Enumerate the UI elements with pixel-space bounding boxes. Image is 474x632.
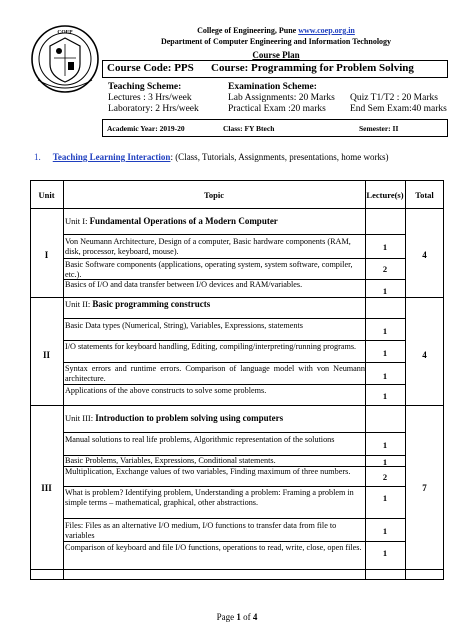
topic-cell: Von Neumann Architecture, Design of a computer, Basic hardware components (RAM, disk, processor, keyboard, mouse). xyxy=(65,237,351,256)
row-divider xyxy=(63,518,405,519)
quiz-marks: Quiz T1/T2 : 20 Marks xyxy=(350,93,438,103)
column-header-total: Total xyxy=(415,190,434,200)
logo-text: COEP xyxy=(57,29,73,36)
unit-title-text: Fundamental Operations of a Modern Computer xyxy=(89,216,278,226)
unit-title-text: Introduction to problem solving using computers xyxy=(95,413,284,423)
unit-total-lectures: 7 xyxy=(422,483,427,493)
page-label: Page xyxy=(216,612,237,622)
table-border xyxy=(30,579,444,580)
lecture-count: 1 xyxy=(382,548,388,558)
academic-year: Academic Year: 2019-20 xyxy=(107,124,185,133)
unit-title xyxy=(65,413,283,423)
page-total: 4 xyxy=(252,612,258,622)
college-website-link[interactable]: www.coep.org.in xyxy=(298,26,355,35)
topic-cell: Comparison of keyboard and file I/O functions, operations to read, write, close, open files. xyxy=(65,543,362,552)
row-divider xyxy=(63,384,405,385)
row-divider xyxy=(63,234,405,235)
lectures-hours: Lectures : 3 Hrs/week xyxy=(108,93,192,103)
lecture-count: 2 xyxy=(382,264,388,274)
end-sem-exam-marks: End Sem Exam:40 marks xyxy=(350,104,447,114)
class-name: Class: FY Btech xyxy=(223,124,275,133)
course-plan-table xyxy=(30,180,444,580)
table-border xyxy=(30,180,31,580)
college-name: College of Engineering, Pune xyxy=(197,26,299,35)
unit-title xyxy=(65,299,210,309)
unit-divider xyxy=(30,297,444,298)
lecture-count: 1 xyxy=(382,326,388,336)
semester: Semester: II xyxy=(359,124,399,133)
table-border xyxy=(443,180,444,580)
column-header-unit: Unit xyxy=(38,190,55,200)
practical-exam-marks: Practical Exam :20 marks xyxy=(228,104,326,114)
college-logo-icon xyxy=(30,24,100,94)
lecture-count: 1 xyxy=(382,526,388,536)
lecture-count: 1 xyxy=(382,440,388,450)
lecture-count: 1 xyxy=(382,348,388,358)
topic-cell: Syntax errors and runtime errors. Comparison of language model with von Neumann architecture. xyxy=(65,364,365,383)
section-heading xyxy=(34,152,388,162)
lecture-count: 1 xyxy=(382,371,388,381)
lecture-count: 1 xyxy=(382,286,388,296)
academic-info-row xyxy=(102,119,448,137)
column-header-topic: Topic xyxy=(203,190,224,200)
topic-cell: Multiplication, Exchange values of two variables, Finding maximum of three numbers. xyxy=(65,467,351,476)
unit-title-prefix: Unit I: xyxy=(65,216,90,226)
college-line xyxy=(108,26,444,35)
row-divider xyxy=(63,340,405,341)
unit-number: II xyxy=(42,350,50,360)
unit-title-prefix: Unit II: xyxy=(65,299,93,309)
lecture-count: 2 xyxy=(382,472,388,482)
topic-cell: Files: Files as an alternative I/O medium, I/O functions to transfer data from file to variables xyxy=(65,521,337,540)
row-divider xyxy=(63,541,405,542)
section-number: 1. xyxy=(34,152,41,162)
course-name: Course: Programming for Problem Solving xyxy=(211,62,414,74)
table-column-divider xyxy=(405,180,406,580)
header-divider xyxy=(30,208,444,209)
topic-cell: Basic Software components (applications, operating system, system software, compiler, etc.). xyxy=(65,260,353,279)
unit-total-lectures: 4 xyxy=(422,250,427,260)
topic-cell: I/O statements for keyboard handling, Editing, compiling/interpreting/running programs. xyxy=(65,342,357,351)
unit-total-lectures: 4 xyxy=(422,350,427,360)
unit-divider xyxy=(30,569,444,570)
laboratory-hours: Laboratory: 2 Hrs/week xyxy=(108,104,199,114)
lab-assignment-marks: Lab Assignments: 20 Marks xyxy=(228,93,335,103)
unit-title xyxy=(65,216,278,226)
lecture-count: 1 xyxy=(382,493,388,503)
column-header-lectures: Lecture(s) xyxy=(366,190,404,200)
lecture-count: 1 xyxy=(382,242,388,252)
examination-scheme-heading: Examination Scheme: xyxy=(228,82,317,92)
unit-number: I xyxy=(44,250,49,260)
lecture-count: 1 xyxy=(382,391,388,401)
row-divider xyxy=(63,486,405,487)
document-header xyxy=(30,24,447,136)
table-column-divider xyxy=(63,180,64,580)
row-divider xyxy=(63,258,405,259)
table-border xyxy=(30,180,444,181)
course-plan-title: Course Plan xyxy=(252,50,300,60)
row-divider xyxy=(63,432,405,433)
unit-number: III xyxy=(41,483,52,493)
unit-divider xyxy=(30,405,444,406)
unit-title-text: Basic programming constructs xyxy=(92,299,211,309)
teaching-scheme-heading: Teaching Scheme: xyxy=(108,82,182,92)
department-name: Department of Computer Engineering and Information Technology xyxy=(160,37,392,46)
topic-cell: Basics of I/O and data transfer between I/O devices and RAM/variables. xyxy=(65,280,303,289)
topic-cell: Manual solutions to real life problems, Algorithmic representation of the solutions xyxy=(65,435,335,444)
course-code-row xyxy=(102,60,448,78)
topic-cell: What is problem? Identifying problem, Understanding a problem: Framing a problem in simple terms – mathematical, graphical, other abstractions. xyxy=(65,488,354,507)
page-of-label: of xyxy=(240,612,253,622)
course-code: Course Code: PPS xyxy=(107,62,194,74)
section-heading-link[interactable]: Teaching Learning Interaction xyxy=(52,152,171,162)
topic-cell: Applications of the above constructs to solve some problems. xyxy=(65,386,267,395)
row-divider xyxy=(63,362,405,363)
lecture-count: 1 xyxy=(382,457,388,467)
unit-title-prefix: Unit III: xyxy=(65,413,96,423)
section-heading-rest: : (Class, Tutorials, Assignments, presentations, home works) xyxy=(170,152,389,162)
page-number: 1 xyxy=(236,612,241,622)
row-divider xyxy=(63,318,405,319)
topic-cell: Basic Data types (Numerical, String), Variables, Expressions, statements xyxy=(65,321,303,330)
page-footer xyxy=(0,612,474,622)
topic-cell: Basic Problems, Variables, Expressions, Conditional statements. xyxy=(65,456,276,465)
